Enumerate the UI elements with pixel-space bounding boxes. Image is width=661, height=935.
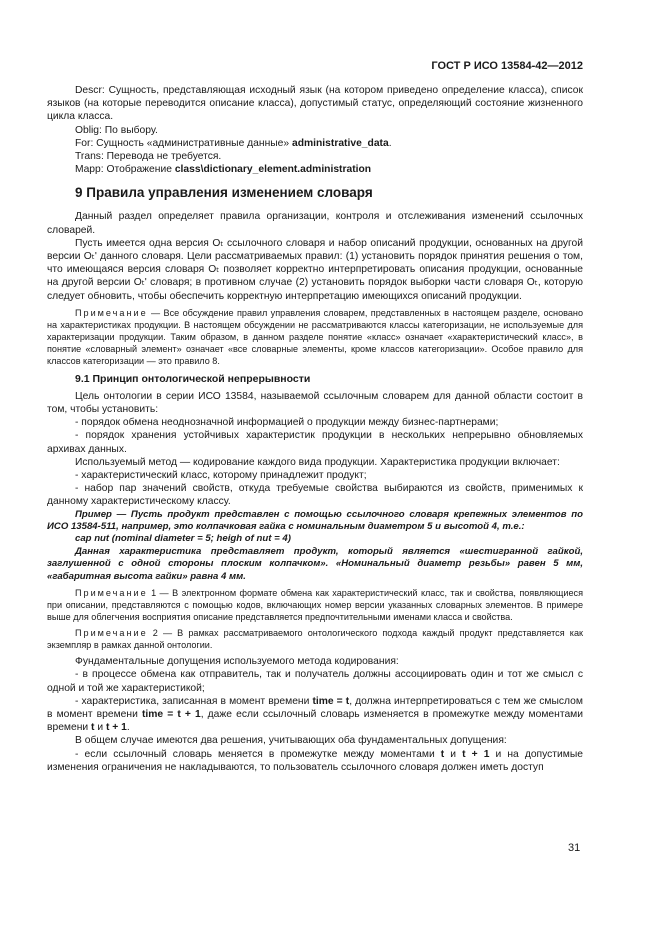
- descr-paragraph: Descr: Сущность, представляющая исходный язык (на котором приведено определение класса), список языков (на которые переводится описание класса), допустимый статус, определяющий состояние жизненного цикла класса.: [47, 85, 583, 123]
- bullet-6-t-plus-1: t + 1: [105, 722, 127, 734]
- bullet-7-part-e: и на допустимые изменения ограничения не накладываются, то пользователь ссылочного словаря должен иметь доступ: [47, 748, 583, 773]
- bullet-6-period: .: [126, 722, 130, 734]
- note-text: — Все обсуждение правил управления словарем, представленных в настоящем разделе, основано на характеристиках продукции. В настоящем обсуждении не рассматриваются классы категоризации, не используемые для характеризации продукции. Таким образом, в данном разделе понятие «класс» означает «характеристический класс», в понятие «словарный элемент» означает «все словарные элементы, кроме классов категоризации». Особое правило для классов категоризации — это правило 8.: [47, 307, 583, 366]
- mapp-text: Mapp: Отображение: [75, 164, 175, 176]
- example-1: Пример — Пусть продукт представлен с помощью ссылочного словаря крепежных элементов по ИСО 13584-511, например, это колпачковая гайка с номинальным диаметром 5 и высотой 4, т.е.:: [47, 508, 583, 533]
- section-9-1-paragraph-4: В общем случае имеются два решения, учитывающих оба фундаментальных допущения:: [75, 735, 507, 747]
- example-3: Данная характеристика представляет продукт, который является «шестигранной гайкой, заглушенной с одной стороны плоским колпачком». «Номинальный диаметр резьбы» равен 5 мм, «габаритная высота гайки» равна 4 мм.: [47, 545, 583, 582]
- section-9-paragraph-1: Данный раздел определяет правила организации, контроля и отслеживания изменений ссылочных словарей.: [47, 211, 583, 236]
- for-entity: administrative_data: [291, 137, 389, 149]
- note-2: [47, 627, 583, 651]
- section-9-1-paragraph-3: Фундаментальные допущения используемого метода кодирования:: [75, 656, 399, 668]
- note-1-text: 1 — В электронном формате обмена как характеристический класс, так и свойства, появляющиеся при описании, представляются с помощью кодов, включающих номер версии указанных словарных элементов. В примере выше для облегчения восприятия описание представляется предпочтительными именами класса и свойства.: [47, 588, 583, 623]
- bullet-6-part-a: - характеристика, записанная в момент времени: [75, 695, 313, 707]
- bullet-7-part-a: - если ссылочный словарь меняется в промежутке между моментами: [75, 748, 441, 760]
- bullet-4: - набор пар значений свойств, откуда требуемые свойства выбираются из свойств, применимых к данному характеристическому классу.: [47, 483, 583, 508]
- section-9-1-paragraph-2: Используемый метод — кодирование каждого вида продукции. Характеристика продукции включает:: [75, 456, 560, 468]
- note-2-label: Примечание: [75, 628, 148, 639]
- note-label: Примечание: [75, 307, 148, 318]
- note-2-text: 2 — В рамках рассматриваемого онтологического подхода каждый продукт представляется как экземпляр в рамках данной онтологии.: [47, 628, 583, 651]
- bullet-6-part-e: , даже если ссылочный словарь изменяется в промежутке между моментами времени: [47, 708, 583, 734]
- section-9-heading: 9 Правила управления изменением словаря: [75, 185, 373, 201]
- bullet-6-time-t1: time = t + 1: [141, 708, 201, 720]
- note-1: [47, 587, 583, 623]
- for-text: For: Сущность «административные данные»: [75, 137, 292, 149]
- section-9-note: [47, 307, 583, 367]
- trans-line: Trans: Перевода не требуется.: [75, 151, 222, 163]
- bullet-7-t: t: [440, 748, 445, 760]
- bullet-6-and: и: [94, 722, 106, 734]
- bullet-7: [47, 748, 583, 774]
- mapp-line: [47, 163, 583, 176]
- oblig-line: Oblig: По выбору.: [75, 124, 158, 136]
- bullet-7-t-plus-1: t + 1: [462, 748, 490, 760]
- bullet-6-t: t: [91, 722, 95, 734]
- mapp-path: class\dictionary_element.administration: [174, 164, 372, 176]
- bullet-6: [47, 695, 583, 735]
- bullet-3: - характеристический класс, которому принадлежит продукт;: [75, 470, 367, 482]
- note-1-label: Примечание: [75, 588, 148, 599]
- bullet-1: - порядок обмена неоднозначной информацией о продукции между бизнес-партнерами;: [75, 417, 499, 429]
- section-9-1-heading: 9.1 Принцип онтологической непрерывности: [75, 372, 311, 385]
- bullet-5: - в процессе обмена как отправитель, так и получатель должны ассоциировать один и тот же смысл с одной и той же характеристикой;: [47, 669, 583, 694]
- page-content: [47, 84, 583, 774]
- standard-header: ГОСТ Р ИСО 13584-42—2012: [431, 60, 583, 72]
- section-9-paragraph-2: Пусть имеется одна версия Oₜ ссылочного словаря и набор описаний продукции, основанных на другой версии Oₜ' данного словаря. Цели рассматриваемых правил: (1) установить порядок принятия решения о том, что имеющаяся версия словаря Oₜ позволяет корректно интерпретировать описания продукции, основанные на другой версии Oₜ' словаря; в противном случае (2) установить порядок выборки части словаря Oₜ, которую следует обновить, чтобы обеспечить корректную интерпретацию имеющихся описаний продукции.: [47, 237, 583, 302]
- bullet-2: - порядок хранения устойчивых характеристик продукции в нескольких непрерывно обновляемых архивах данных.: [47, 430, 583, 455]
- example-2: cap nut (nominal diameter = 5; heigh of nut = 4): [75, 533, 291, 545]
- page-number: 31: [568, 842, 581, 854]
- bullet-6-part-c: , должна интерпретироваться с тем же смыслом в момент времени: [47, 695, 583, 720]
- bullet-7-and: и: [444, 748, 463, 760]
- for-line: For: Сущность «административные данные» administrative_data.: [75, 137, 392, 149]
- bullet-6-time-t: time = t: [312, 695, 350, 707]
- section-9-1-paragraph-1: Цель онтологии в серии ИСО 13584, называемой ссылочным словарем для данной области состоит в том, чтобы установить:: [47, 390, 583, 416]
